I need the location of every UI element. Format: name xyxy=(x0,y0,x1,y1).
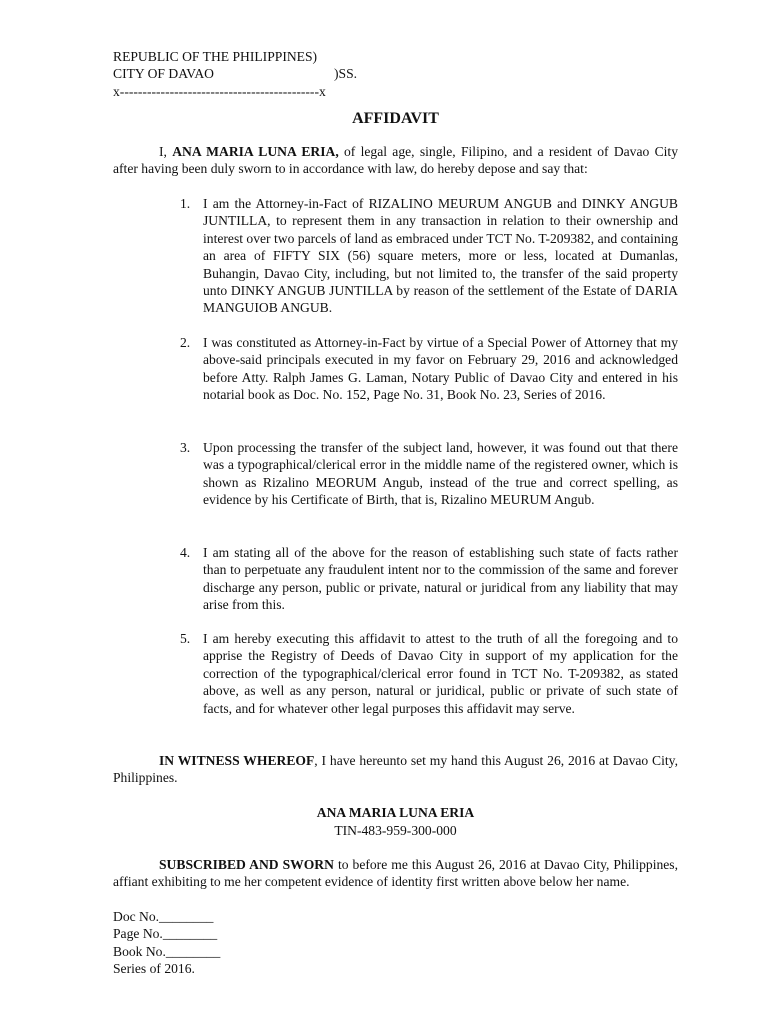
caption-divider: x--------------------------------------------x xyxy=(113,83,326,99)
caption-republic: REPUBLIC OF THE PHILIPPINES) xyxy=(113,49,318,64)
item-text: I am hereby executing this affidavit to attest to the truth of all the foregoing and to apprise the Registry of Deeds of Davao City in support of my application for the correction of the typographical/clerical error found in TCT No. T-209382, as stated above, as well as any person, natural or juridical, public or private of such state of facts, and for whatever other legal purposes this affidavit may serve. xyxy=(203,631,678,716)
list-item xyxy=(180,630,678,717)
notarial-register xyxy=(113,908,678,978)
jurat-text: to before me this August 26, 2016 at Davao City, Philippines, affiant exhibiting to me her competent evidence of identity first written above below her name. xyxy=(113,857,678,890)
caption-ss: )SS. xyxy=(334,66,358,82)
list-item xyxy=(180,195,678,317)
list-item xyxy=(180,334,678,404)
book-no: Book No.________ xyxy=(113,943,221,959)
item-number: 1. xyxy=(180,196,191,211)
jurat-lead: SUBSCRIBED AND SWORN xyxy=(159,857,334,872)
item-text: Upon processing the transfer of the subject land, however, it was found out that there was a typographical/clerical error in the middle name of the registered owner, which is shown as Rizalino MEORUM Angub, instead of the true and correct spelling, as evidence by his Certificate of Birth, that is, Rizalino MEURUM Angub. xyxy=(203,440,678,508)
intro-prefix: I, xyxy=(159,144,173,159)
witness-lead: IN WITNESS WHEREOF xyxy=(159,753,315,768)
list-item xyxy=(180,544,678,614)
affiant-name: ANA MARIA LUNA ERIA, xyxy=(172,144,339,159)
caption-city-line xyxy=(113,65,678,82)
intro-paragraph xyxy=(113,143,678,178)
signatory-name: ANA MARIA LUNA ERIA xyxy=(316,805,475,820)
caption-city: CITY OF DAVAO xyxy=(113,66,214,82)
intro-text: of legal age, single, Filipino, and a resident of Davao City after having been duly sworn to in accordance with law, do hereby depose and say that: xyxy=(113,144,679,177)
document-title: AFFIDAVIT xyxy=(352,110,439,127)
item-number: 4. xyxy=(180,545,191,560)
series: Series of 2016. xyxy=(113,961,195,977)
signatory-tin: TIN-483-959-300-000 xyxy=(334,823,457,838)
witness-paragraph xyxy=(113,752,678,787)
doc-no: Doc No.________ xyxy=(113,909,214,924)
page-no: Page No.________ xyxy=(113,926,218,942)
witness-text: , I have hereunto set my hand this August 26, 2016 at Davao City, Philippines. xyxy=(113,753,678,786)
item-number: 2. xyxy=(180,335,191,350)
item-number: 5. xyxy=(180,631,191,646)
list-item xyxy=(180,439,678,509)
item-number: 3. xyxy=(180,440,191,455)
item-text: I was constituted as Attorney-in-Fact by virtue of a Special Power of Attorney that my above-said principals executed in my favor on February 29, 2016 and acknowledged before Atty. Ralph James G. Laman, Notary Public of Davao City and entered in his notarial book as Doc. No. 152, Page No. 31, Book No. 23, Series of 2016. xyxy=(203,335,678,403)
item-text: I am the Attorney-in-Fact of RIZALINO MEURUM ANGUB and DINKY ANGUB JUNTILLA, to represent them in any transaction in relation to their ownership and interest over two parcels of land as embraced under TCT No. T-209382, and containing an area of FIFTY SIX (56) square meters, more or less, located at Dumanlas, Buhangin, Davao City, including, but not limited to, the transfer of the said property unto DINKY ANGUB JUNTILLA by reason of the settlement of the Estate of DARIA MANGUIOB ANGUB. xyxy=(203,196,678,316)
venue-caption xyxy=(113,48,678,100)
jurat-paragraph xyxy=(113,856,678,891)
item-text: I am stating all of the above for the reason of establishing such state of facts rather than to perpetuate any fraudulent intent nor to the commission of the same and forever discharge any person, public or private, natural or juridical from any liability that may arise from this. xyxy=(203,545,678,613)
